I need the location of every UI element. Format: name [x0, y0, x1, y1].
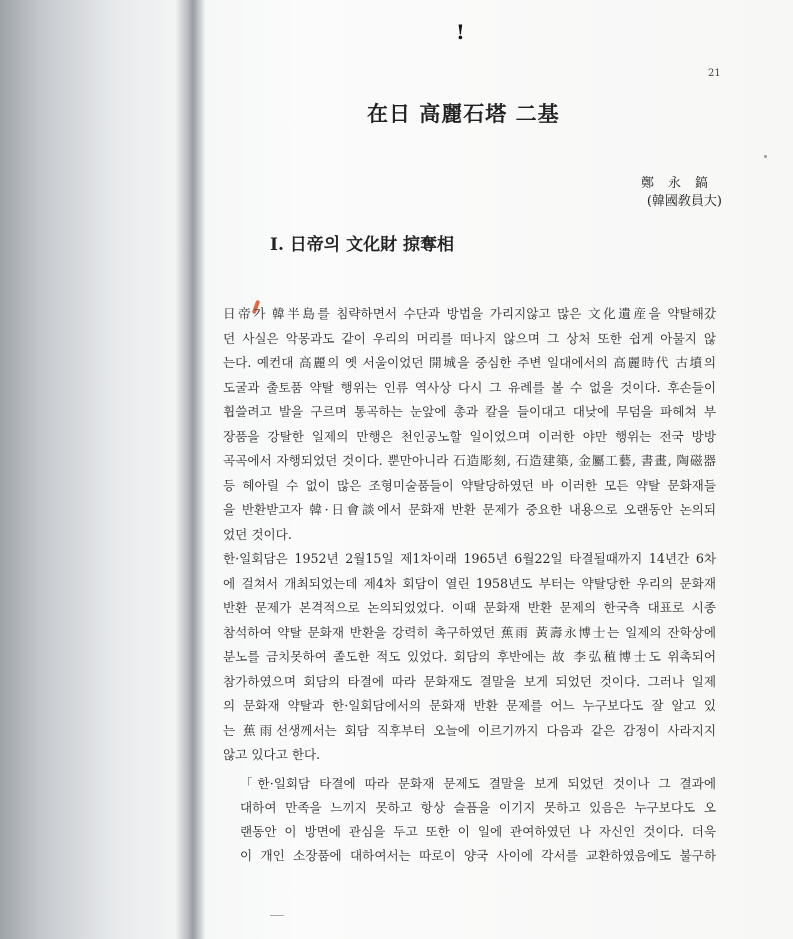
text-line: 참석하여 약탈 문화재 반환을 강력히 촉구하였던 蕉雨 黃壽永博士는 일제의 잔학상에	[223, 624, 716, 640]
quote-line: 랜동안 이 방면에 관심을 두고 또한 이 일에 관여하였던 나 자신인 것이다. 더욱	[240, 824, 716, 839]
paragraph-1	[223, 302, 716, 547]
block-quote	[240, 772, 716, 868]
text-line: 휩쓸려고 발을 구르며 통곡하는 눈앞에 총과 칼을 들이대고 대낮에 무덤을 파헤쳐 부	[223, 404, 716, 419]
text-line: 등 헤아릴 수 없이 많은 조형미술품들이 약탈당하였던 바 이러한 모든 약탈 문화재들	[223, 477, 716, 493]
text-line: 에 걸쳐서 개최되었는데 제4차 회담이 열린 1958년도 부터는 약탈당한 우리의 문화재	[223, 575, 716, 591]
book-spine-shadow	[176, 0, 206, 939]
text-line: 던 사실은 악몽과도 같이 우리의 머리를 떠나지 않으며 그 상처 또한 쉽게 아물지 않	[223, 330, 716, 346]
quote-line: 「한·일회담 타결에 따라 문화재 문제도 결말을 보게 되었던 것이나 그 결과에	[240, 776, 716, 791]
ink-mark: !	[456, 20, 465, 44]
text-line: 곡곡에서 자행되었던 것이다. 뿐만아니라 石造彫刻, 石造建築, 金屬工藝, 書畫, 陶磁器	[223, 453, 716, 468]
author-name: 鄭永鎬	[640, 176, 722, 191]
text-line: 었던 것이다.	[223, 526, 292, 542]
text-line: 을 반환받고자 韓·日會談에서 문화재 반환 문제가 중요한 내용으로 오랜동안 논의되	[223, 502, 716, 517]
body-text	[223, 302, 716, 768]
article-title: 在日 高麗石塔 二基	[367, 101, 560, 126]
text-line: 는다. 예컨대 高麗의 옛 서울이었던 開城을 중심한 주변 일대에서의 高麗時代 古墳의	[223, 355, 716, 370]
quote-line: 대하여 만족을 느끼지 못하고 항상 슬픔을 이기지 못하고 있음은 누구보다도 오	[240, 800, 716, 815]
text-line: 한·일회담은 1952년 2월15일 제1차이래 1965년 6월22일 타결될때까지 14년간 6차	[223, 551, 716, 566]
text-line: 日帝가 韓半島를 침략하면서 수단과 방법을 가리지않고 많은 文化遺産을 약탈해갔	[223, 306, 716, 321]
text-line: 참가하였으며 회담의 타결에 따라 문화재도 결말을 보게 되었던 것이다. 그러나 일제	[223, 673, 716, 689]
text-line: 장품을 강탈한 일제의 만행은 천인공노할 일이었으며 이러한 야만 행위는 전국 방방	[223, 428, 716, 444]
text-line: 도굴과 출토품 약탈 행위는 인류 역사상 다시 그 유례를 볼 수 없을 것이다. 후손들이	[223, 379, 716, 395]
text-line: 의 문화재 약탈과 한·일회담에서의 문화재 반환 문제를 어느 누구보다도 잘 알고 있	[223, 698, 716, 713]
text-line: 않고 있다고 한다.	[223, 747, 321, 762]
text-line: 는 蕉雨선생께서는 회담 직후부터 오늘에 이르기까지 다음과 같은 감정이 사라지지	[223, 722, 716, 738]
section-heading: Ⅰ. 日帝의 文化財 掠奪相	[270, 235, 455, 255]
dust-speck	[764, 155, 767, 158]
paragraph-2	[223, 547, 716, 768]
page-number: 21	[708, 68, 721, 79]
quote-line: 이 개인 소장품에 대하여서는 따로이 양국 사이에 각서를 교환하였음에도 불구하	[240, 848, 716, 863]
text-line: 분노를 금치못하여 졸도한 적도 있었다. 회담의 후반에는 故 李弘稙博士도 위촉되어	[223, 649, 716, 664]
text-line: 반환 문제가 본격적으로 논의되었었다. 이때 문화재 반환 문제의 한국측 대표로 시종	[223, 600, 716, 615]
author-affiliation: (韓國敎員大)	[646, 194, 722, 209]
dust-speck	[270, 915, 284, 916]
